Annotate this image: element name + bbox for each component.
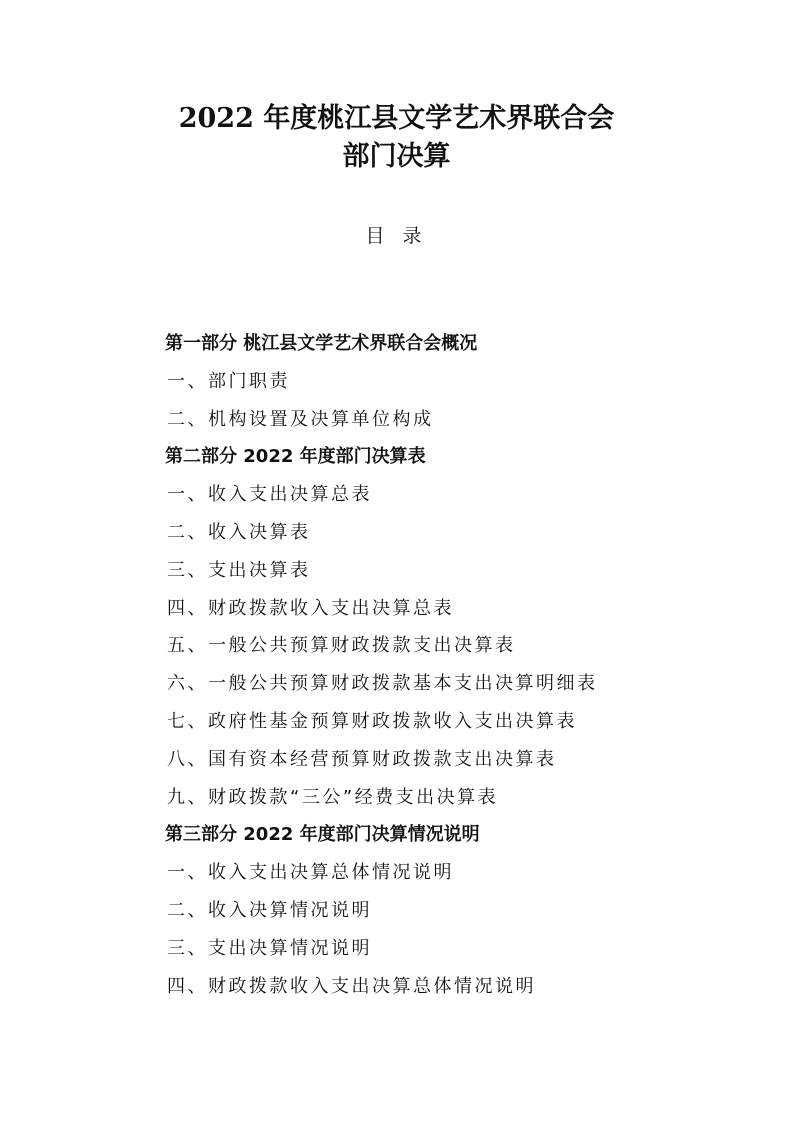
toc-part-3: 第三部分 2022 年度部门决算情况说明 — [165, 824, 480, 846]
toc-item: 二、收入决算情况说明 — [167, 899, 372, 921]
toc-item: 四、财政拨款收入支出决算总体情况说明 — [167, 975, 536, 997]
toc-item: 一、收入支出决算总体情况说明 — [167, 862, 454, 884]
toc-item: 七、政府性基金预算财政拨款收入支出决算表 — [167, 710, 577, 732]
toc-part-1: 第一部分 桃江县文学艺术界联合会概况 — [165, 333, 478, 354]
document-title: 2022 年度桃江县文学艺术界联合会 — [178, 103, 615, 134]
toc-item: 八、国有资本经营预算财政拨款支出决算表 — [167, 748, 557, 770]
toc-heading: 目 录 — [365, 225, 428, 247]
toc-item: 一、部门职责 — [167, 370, 290, 392]
toc-item: 二、机构设置及决算单位构成 — [167, 408, 434, 430]
toc-item: 二、收入决算表 — [167, 521, 311, 543]
toc-item: 五、一般公共预算财政拨款支出决算表 — [167, 635, 516, 657]
table-of-contents — [165, 325, 765, 1005]
toc-item: 九、财政拨款“三公”经费支出决算表 — [167, 786, 499, 808]
toc-item: 三、支出决算表 — [167, 559, 311, 581]
toc-item: 六、一般公共预算财政拨款基本支出决算明细表 — [167, 673, 598, 695]
toc-item: 一、收入支出决算总表 — [167, 484, 372, 506]
toc-item: 三、支出决算情况说明 — [167, 937, 372, 959]
document-subtitle: 部门决算 — [342, 141, 451, 172]
toc-part-2: 第二部分 2022 年度部门决算表 — [165, 446, 426, 468]
toc-item: 四、财政拨款收入支出决算总表 — [167, 597, 454, 619]
